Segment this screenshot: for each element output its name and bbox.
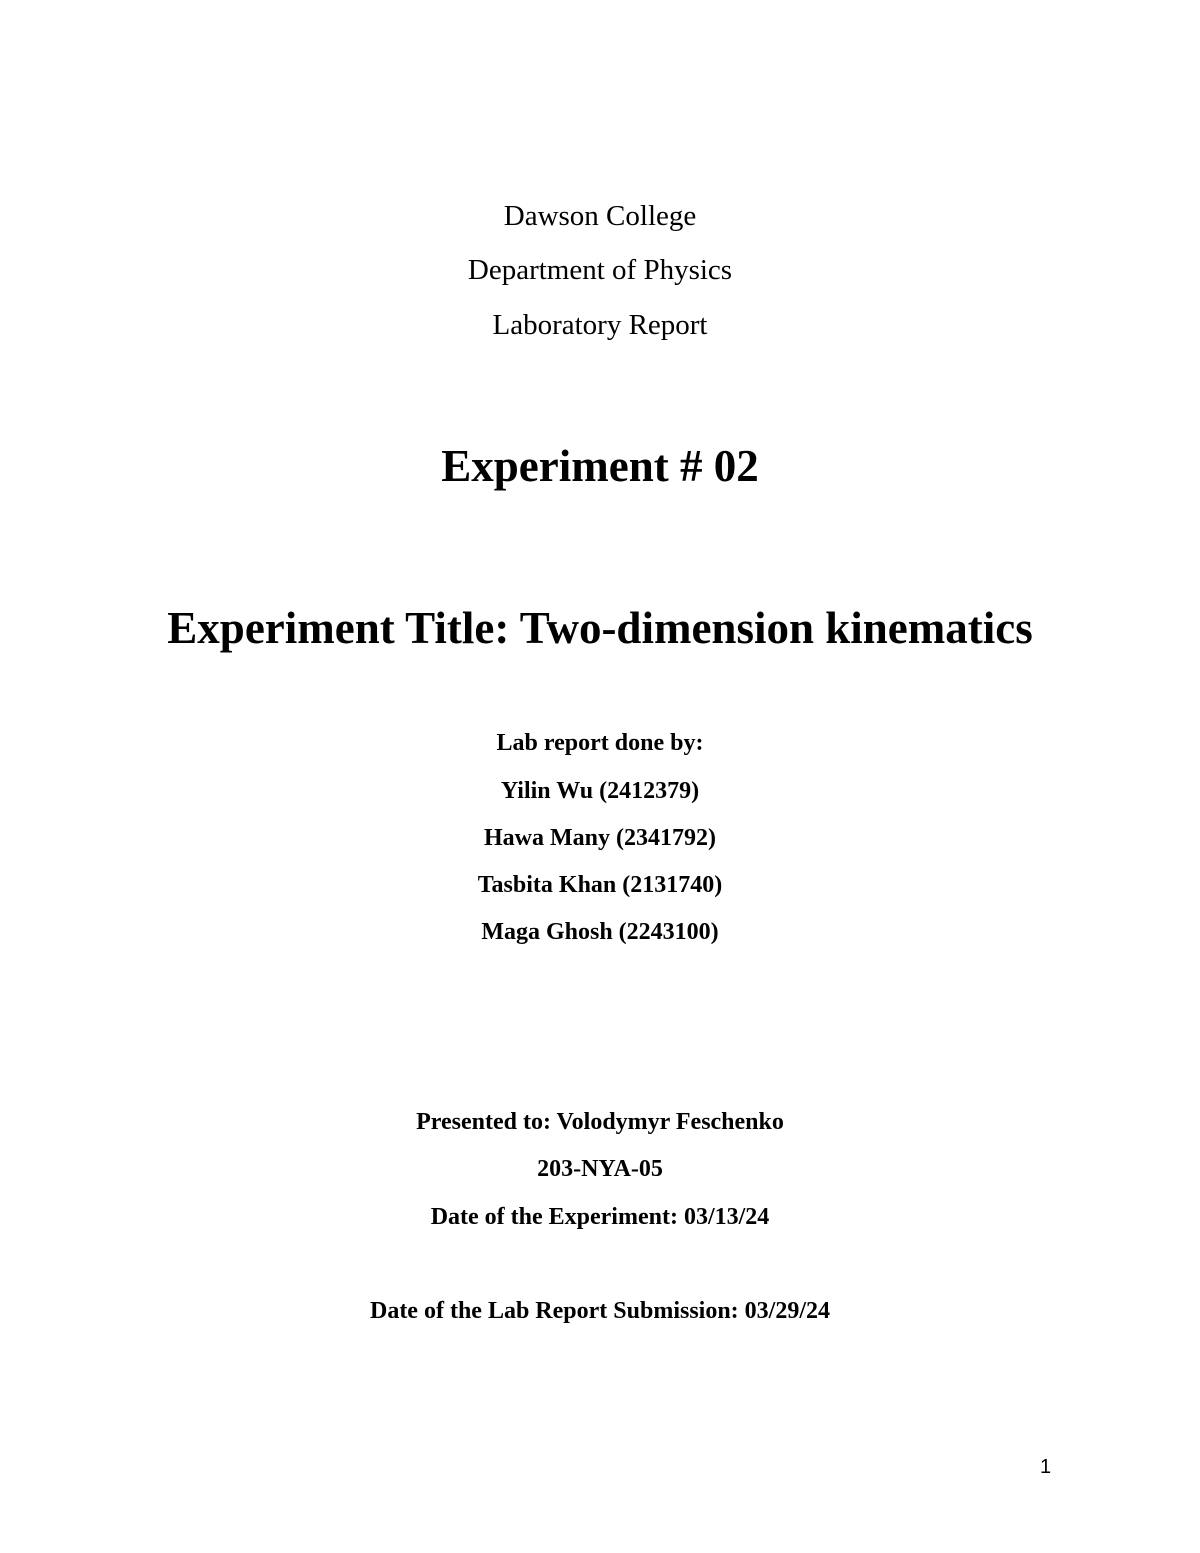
experiment-number: Experiment # 02: [441, 441, 759, 491]
experiment-title: Experiment Title: Two-dimension kinematics: [167, 603, 1033, 653]
presented-to: Presented to: Volodymyr Feschenko: [416, 1109, 784, 1135]
department-name: Department of Physics: [467, 254, 733, 286]
submission-date: Date of the Lab Report Submission: 03/29/24: [369, 1298, 831, 1324]
experiment-date: Date of the Experiment: 03/13/24: [430, 1204, 770, 1230]
page-number: 1: [1040, 1456, 1052, 1478]
author-name: Tasbita Khan (2131740): [477, 872, 723, 898]
authors-label: Lab report done by:: [496, 730, 704, 756]
course-code: 203-NYA-05: [537, 1156, 663, 1182]
author-name: Maga Ghosh (2243100): [481, 919, 719, 945]
institution-name: Dawson College: [503, 200, 697, 232]
document-type: Laboratory Report: [492, 309, 708, 341]
author-name: Hawa Many (2341792): [484, 825, 716, 851]
author-name: Yilin Wu (2412379): [500, 778, 700, 804]
